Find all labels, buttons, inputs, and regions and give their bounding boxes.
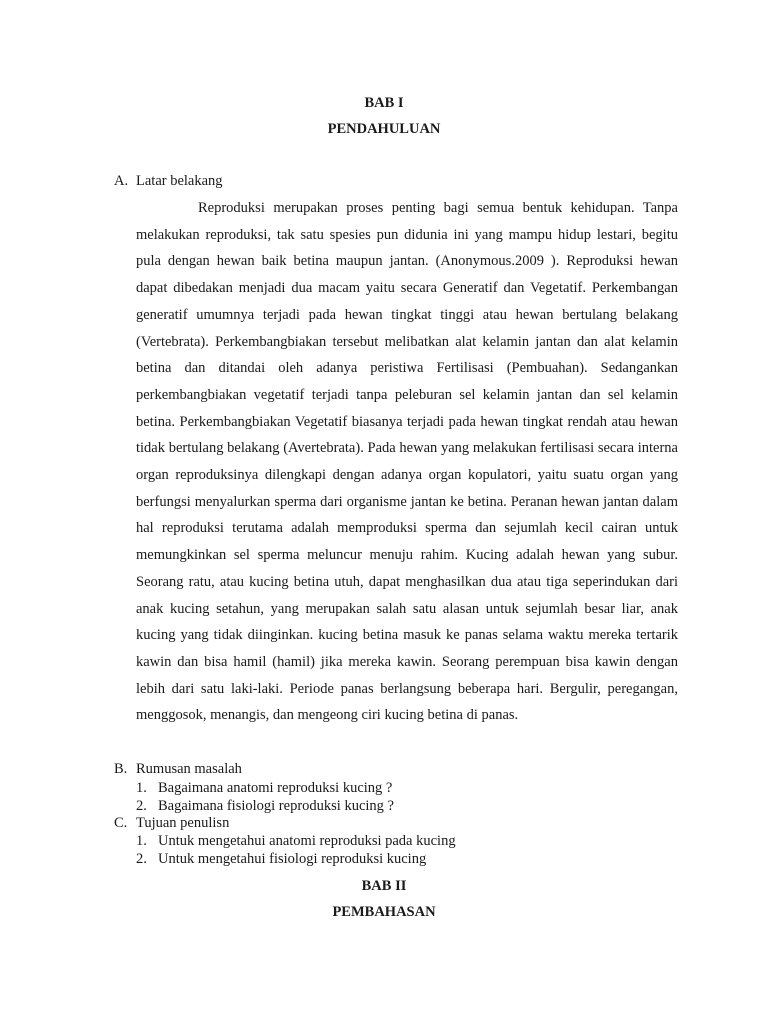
section-c-list [136, 832, 456, 868]
section-c-title: Tujuan penulisn [136, 815, 230, 831]
section-b-letter: B. [114, 761, 128, 777]
section-c-letter: C. [114, 815, 128, 831]
section-a-paragraph: Reproduksi merupakan proses penting bagi semua bentuk kehidupan. Tanpa melakukan reproduksi, tak satu spesies pun didunia ini yang mampu hidup lestari, begitu pula dengan hewan baik betina maupun jantan. (Anonymous.2009 ). Reproduksi hewan dapat dibedakan menjadi dua macam yaitu secara Generatif dan Vegetatif. Perkembangan generatif umumnya terjadi pada hewan tingkat tinggi atau hewan bertulang belakang (Vertebrata). Perkembangbiakan tersebut melibatkan alat kelamin jantan dan alat kelamin betina dan ditandai oleh adanya peristiwa Fertilisasi (Pembuahan). Sedangankan perkembangbiakan vegetatif terjadi tanpa peleburan sel kelamin jantan dan sel kelamin betina. Perkembangbiakan Vegetatif biasanya terjadi pada hewan tingkat rendah atau hewan tidak bertulang belakang (Avertebrata). Pada hewan yang melakukan fertilisasi secara interna organ reproduksinya dilengkapi dengan adanya organ kopulatori, yaitu suatu organ yang berfungsi menyalurkan sperma dari organisme jantan ke betina. Peranan hewan jantan dalam hal reproduksi terutama adalah memproduksi sperma dan sejumlah kecil cairan untuk memungkinkan sel sperma meluncur menuju rahim. Kucing adalah hewan yang subur. Seorang ratu, atau kucing betina utuh, dapat menghasilkan dua atau tiga seperindukan dari anak kucing setahun, yang merupakan salah satu alasan untuk sejumlah besar liar, anak kucing yang tidak diinginkan. kucing betina masuk ke panas selama waktu mereka tertarik kawin dan bisa hamil (hamil) jika mereka kawin. Seorang perempuan bisa kawin dengan lebih dari satu laki-laki. Periode panas berlangsung beberapa hari. Bergulir, peregangan, menggosok, menangis, dan mengeong ciri kucing betina di panas. [136, 200, 678, 724]
chapter-1-title: PENDAHULUAN [327, 121, 441, 137]
list-item: 1. Bagaimana anatomi reproduksi kucing ? [136, 780, 393, 796]
list-item: 2. Untuk mengetahui fisiologi reproduksi kucing [136, 851, 427, 868]
section-a-letter: A. [114, 173, 129, 189]
list-item: 2. Bagaimana fisiologi reproduksi kucing ? [136, 798, 394, 815]
section-a-title: Latar belakang [136, 173, 223, 189]
chapter-2-number: BAB II [361, 878, 407, 894]
section-b-list [136, 779, 394, 815]
chapter-2-title: PEMBAHASAN [332, 904, 436, 920]
list-item: 1. Untuk mengetahui anatomi reproduksi pada kucing [136, 833, 456, 849]
section-b-title: Rumusan masalah [136, 761, 242, 777]
chapter-1-number: BAB I [364, 95, 404, 111]
